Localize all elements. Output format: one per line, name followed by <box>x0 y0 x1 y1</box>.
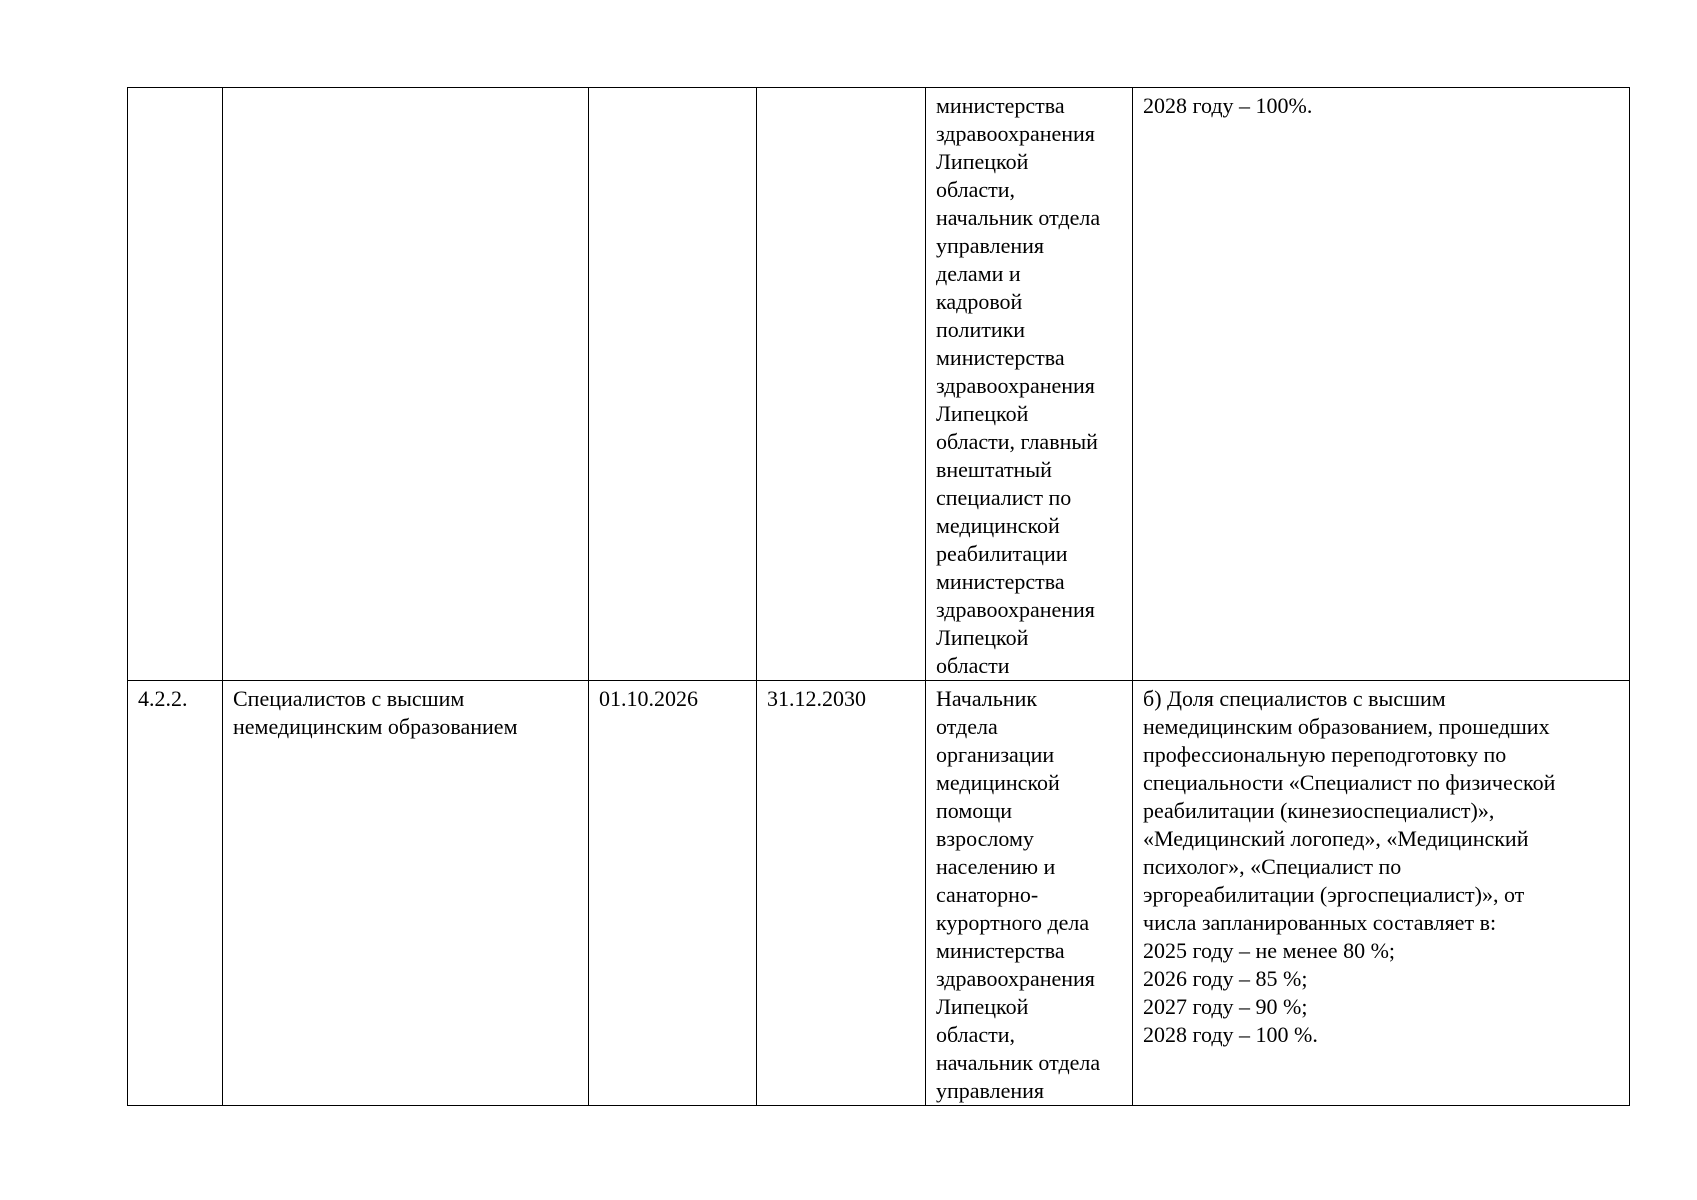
text-line: управления <box>936 1078 1045 1103</box>
text-line: министерства <box>936 569 1065 594</box>
text-line: 2025 году – не менее 80 %; <box>1143 938 1396 963</box>
result-text <box>1143 685 1619 1049</box>
text-line: профессиональную переподготовку по <box>1143 742 1507 767</box>
plan-table <box>127 87 1630 1106</box>
text-line: политики <box>936 317 1026 342</box>
text-line: области, <box>936 177 1016 202</box>
text-line: специальности «Специалист по физической <box>1143 770 1556 795</box>
text-line: 2028 году – 100 %. <box>1143 1022 1318 1047</box>
text-line: делами и <box>936 261 1021 286</box>
result-cell <box>1133 681 1630 1106</box>
text-line: числа запланированных составляет в: <box>1143 910 1497 935</box>
table-row <box>128 681 1630 1106</box>
text-line: Липецкой <box>936 401 1029 426</box>
text-line: здравоохранения <box>936 373 1095 398</box>
text-line: кадровой <box>936 289 1023 314</box>
item-number-cell <box>128 681 223 1106</box>
text-line: министерства <box>936 345 1065 370</box>
end-date-cell <box>757 88 926 681</box>
text-line: управления <box>936 233 1045 258</box>
text-line: области, <box>936 1022 1016 1047</box>
text-line: области <box>936 653 1010 678</box>
text-line: министерства <box>936 938 1065 963</box>
end-date-cell <box>757 681 926 1106</box>
start-date-cell <box>589 88 757 681</box>
text-line: здравоохранения <box>936 597 1095 622</box>
text-line: медицинской <box>936 513 1060 538</box>
text-line: санаторно- <box>936 882 1039 907</box>
text-line: помощи <box>936 798 1012 823</box>
text-line: 2026 году – 85 %; <box>1143 966 1308 991</box>
responsible-cell <box>926 88 1133 681</box>
text-line: Начальник <box>936 686 1038 711</box>
text-line: организации <box>936 742 1055 767</box>
text-line: психолог», «Специалист по <box>1143 854 1402 879</box>
text-line: Липецкой <box>936 625 1029 650</box>
end-date: 31.12.2030 <box>767 686 866 711</box>
text-line: специалист по <box>936 485 1072 510</box>
start-date: 01.10.2026 <box>599 686 698 711</box>
responsible-cell <box>926 681 1133 1106</box>
result-cell <box>1133 88 1630 681</box>
text-line: области, главный <box>936 429 1098 454</box>
text-line: реабилитации (кинезиоспециалист)», <box>1143 798 1495 823</box>
table-row <box>128 88 1630 681</box>
item-number-cell <box>128 88 223 681</box>
text-line: немедицинским образованием, прошедших <box>1143 714 1550 739</box>
text-line: начальник отдела <box>936 205 1101 230</box>
text-line: 2027 году – 90 %; <box>1143 994 1308 1019</box>
text-line: начальник отдела <box>936 1050 1101 1075</box>
start-date-cell <box>589 681 757 1106</box>
text-line: министерства <box>936 93 1065 118</box>
text-line: курортного дела <box>936 910 1090 935</box>
text-line: 2028 году – 100%. <box>1143 93 1313 118</box>
item-name-cell <box>223 88 589 681</box>
text-line: здравоохранения <box>936 966 1095 991</box>
text-line: «Медицинский логопед», «Медицинский <box>1143 826 1529 851</box>
text-line: Липецкой <box>936 149 1029 174</box>
item-name <box>233 685 578 741</box>
text-line: здравоохранения <box>936 121 1095 146</box>
result-text <box>1143 92 1619 120</box>
responsible-text <box>936 685 1122 1105</box>
text-line: внештатный <box>936 457 1052 482</box>
text-line: реабилитации <box>936 541 1068 566</box>
text-line: медицинской <box>936 770 1060 795</box>
text-line: взрослому <box>936 826 1034 851</box>
responsible-text <box>936 92 1122 680</box>
text-line: эргореабилитации (эргоспециалист)», от <box>1143 882 1525 907</box>
text-line: Специалистов с высшим <box>233 686 465 711</box>
text-line: населению и <box>936 854 1056 879</box>
item-number: 4.2.2. <box>138 686 188 711</box>
item-name-cell <box>223 681 589 1106</box>
text-line: отдела <box>936 714 998 739</box>
text-line: Липецкой <box>936 994 1029 1019</box>
text-line: б) Доля специалистов с высшим <box>1143 686 1446 711</box>
text-line: немедицинским образованием <box>233 714 518 739</box>
